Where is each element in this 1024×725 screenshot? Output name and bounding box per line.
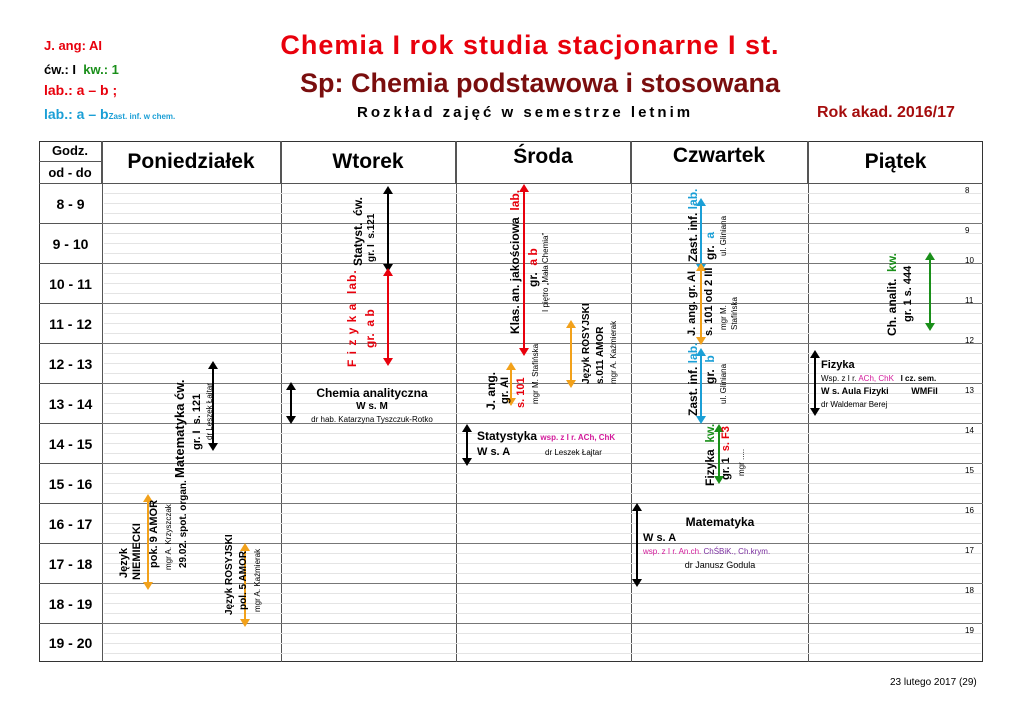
grid-line	[104, 573, 981, 574]
event-thu-angielski-teacher: mgr M.	[719, 305, 728, 330]
event-arrow	[387, 188, 389, 270]
hour-label: 19 - 20	[39, 623, 102, 662]
event-fri-ch-analit-room: gr. 1 s. 444	[902, 265, 914, 322]
event-thu-angielski-room: s. 101 od 2 III	[703, 267, 715, 336]
event-wed-rosyjski-teacher: mgr A. Kaźmierak	[609, 320, 618, 384]
header-monday: Poniedziałek	[102, 141, 281, 183]
event-mon-rosyjski: Język ROSYJSKI	[224, 534, 235, 615]
hour-label: 12 - 13	[39, 343, 102, 383]
event-mon-niemiecki: Język	[118, 548, 130, 578]
grid-line	[104, 203, 981, 204]
event-wed-rosyjski: Język ROSYJSKI	[581, 303, 592, 384]
event-tue-chemia-analityczna: Chemia analityczna	[316, 386, 428, 400]
event-thu-matematyka: Matematyka	[685, 515, 755, 529]
grid-line	[104, 553, 981, 554]
event-thu-zast-inf-a-group: gr. a	[703, 231, 717, 260]
grid-line	[102, 383, 983, 384]
header-friday: Piątek	[864, 150, 927, 173]
hour-label: 13 - 14	[39, 383, 102, 423]
event-thu-matematyka-room: W s. A	[643, 532, 677, 544]
event-thu-zast-inf-a-room: ul. Gliniana	[719, 215, 728, 256]
hour-label: 16 - 17	[39, 503, 102, 543]
event-fri-fizyka-teacher: dr Waldemar Berej	[821, 400, 888, 409]
hour-number: 11	[965, 296, 974, 305]
legend-j-ang: J. ang: AI	[44, 38, 103, 53]
hour-number: 10	[965, 256, 974, 265]
event-thu-fizyka: Fizyka kw.	[703, 423, 717, 486]
event-wed-statystyka: Statystyka wsp. z I r. ACh, ChK	[477, 429, 616, 443]
event-tue-statystyka: Statyst. ćw.	[351, 197, 365, 266]
event-arrow	[929, 254, 931, 329]
event-wed-angielski-group: gr. AI	[499, 376, 511, 404]
event-mon-niemiecki-room: pok. 9 AMOR	[148, 499, 160, 568]
hour-label: 10 - 11	[39, 263, 102, 303]
event-wed-statystyka-teacher: dr Leszek Łajtar	[545, 448, 602, 457]
grid-line	[104, 213, 981, 214]
hour-label: 17 - 18	[39, 543, 102, 583]
grid-line	[104, 523, 981, 524]
footer-date: 23 lutego 2017 (29)	[890, 677, 977, 688]
event-thu-fizyka-teacher: mgr .....	[737, 448, 746, 476]
semester-label: Rozkład zajęć w semestrze letnim	[357, 104, 694, 121]
event-arrow	[570, 322, 572, 386]
event-wed-angielski: J. ang.	[484, 371, 498, 410]
grid-line	[104, 533, 981, 534]
event-arrow	[814, 352, 816, 414]
grid-line	[102, 223, 983, 224]
hour-number: 15	[965, 466, 974, 475]
header-tuesday: Wtorek	[281, 141, 456, 183]
event-mon-matematyka-room: gr. I s. 121	[191, 393, 203, 450]
hour-label: 15 - 16	[39, 463, 102, 503]
event-arrow	[700, 265, 702, 343]
grid-line	[104, 483, 981, 484]
event-wed-angielski-teacher: mgr M. Stafińska	[531, 343, 540, 404]
grid-line	[104, 633, 981, 634]
hour-label: 14 - 15	[39, 423, 102, 463]
header-godz: Godz.	[39, 141, 102, 162]
event-wed-rosyjski-room: s.011 AMOR	[595, 326, 606, 384]
grid-line	[104, 323, 981, 324]
event-mon-niemiecki-name: NIEMIECKI	[131, 523, 143, 580]
event-thu-zast-inf-b-room: ul. Gliniana	[719, 363, 728, 404]
event-thu-angielski-teacher2: Stafińska	[730, 297, 739, 330]
event-tue-fizyka: F i z y k a lab.	[345, 269, 359, 367]
page-subtitle: Sp: Chemia podstawowa i stosowana	[299, 68, 781, 98]
event-arrow	[387, 270, 389, 364]
event-thu-angielski: J. ang. gr. AI	[686, 271, 698, 336]
hour-number: 13	[965, 386, 974, 395]
event-tue-chemia-teacher: dr hab. Katarzyna Tyszczuk-Rotko	[311, 415, 433, 424]
header-divider	[39, 183, 983, 184]
hour-label: 8 - 9	[39, 183, 102, 223]
legend-lab: lab.: a – b ;	[44, 82, 118, 98]
hour-number: 12	[965, 336, 974, 345]
grid-line	[104, 473, 981, 474]
event-mon-rosyjski-room: pol. 5 AMOR	[238, 550, 249, 610]
event-thu-zast-inf-b-group: gr. b	[703, 355, 717, 384]
event-arrow	[700, 200, 702, 270]
hour-label: 9 - 10	[39, 223, 102, 263]
event-tue-statystyka-room: gr. I s.121	[366, 213, 377, 262]
event-wed-klasyczna-group: gr. a b	[526, 248, 540, 287]
event-arrow	[700, 350, 702, 422]
hour-number: 18	[965, 586, 974, 595]
grid-line	[104, 643, 981, 644]
header-od-do: od - do	[39, 162, 102, 183]
event-fri-ch-analit: Ch. analit. kw.	[885, 253, 899, 336]
event-fri-fizyka-note: Wsp. z I r. ACh, ChK I cz. sem.	[821, 374, 937, 383]
page-title: Chemia I rok studia stacjonarne I st.	[280, 30, 780, 60]
grid-line	[102, 503, 983, 504]
grid-line	[104, 653, 981, 654]
event-arrow	[523, 186, 525, 354]
event-mon-rosyjski-teacher: mgr A. Kaźmierak	[253, 548, 262, 612]
event-fri-fizyka-room: W s. Aula Fizyki WMFiI	[821, 386, 938, 396]
hour-number: 17	[965, 546, 974, 555]
grid-line	[102, 463, 983, 464]
grid-line	[104, 453, 981, 454]
hour-label: 11 - 12	[39, 303, 102, 343]
event-wed-klasyczna: Klas. an. jakościowa lab.	[508, 189, 522, 334]
grid-line	[104, 413, 981, 414]
event-thu-zast-inf-a: Zast. inf. lab.	[686, 188, 700, 262]
event-tue-fizyka-group: gr. a b	[363, 309, 377, 348]
hour-number: 14	[965, 426, 974, 435]
grid-line	[104, 193, 981, 194]
grid-line	[104, 333, 981, 334]
event-fri-fizyka: Fizyka	[821, 359, 855, 371]
legend-cw-kw: ćw.: I kw.: 1	[44, 62, 119, 77]
grid-line	[104, 513, 981, 514]
hour-number: 16	[965, 506, 974, 515]
grid-line	[104, 603, 981, 604]
hour-number: 19	[965, 626, 974, 635]
header-thursday: Czwartek	[631, 141, 808, 183]
event-wed-statystyka-room: W s. A	[477, 446, 511, 458]
grid-line	[104, 313, 981, 314]
grid-line	[102, 343, 983, 344]
event-thu-matematyka-note: wsp. z I r. An.ch. ChŚBiK., Ch.krym.	[643, 547, 771, 556]
event-mon-matematyka-teacher: dr Leszek Łajtar	[205, 383, 214, 440]
event-mon-matematyka: Matematyka ćw.	[172, 379, 187, 478]
grid-line	[102, 423, 983, 424]
grid-line	[104, 443, 981, 444]
grid-line	[102, 623, 983, 624]
event-arrow	[466, 426, 468, 464]
event-thu-zast-inf-b: Zast. inf. lab.	[686, 342, 700, 416]
grid-line	[104, 613, 981, 614]
hour-number: 9	[965, 226, 970, 235]
grid-line	[104, 353, 981, 354]
legend-lab-zast: lab.: a – bZast. inf. w chem.	[44, 106, 176, 122]
academic-year: Rok akad. 2016/17	[817, 104, 955, 121]
event-mon-niemiecki-teacher: mgr A. Krzyszczak	[164, 504, 173, 570]
event-mon-niemiecki-note: 29.02. spot. organ.	[178, 480, 189, 568]
event-tue-chemia-room: W s. M	[356, 401, 388, 412]
hour-number: 8	[965, 186, 970, 195]
grid-line	[104, 593, 981, 594]
event-thu-matematyka-teacher: dr Janusz Godula	[684, 560, 756, 570]
event-thu-fizyka-room: gr. 1 s. F3	[720, 426, 732, 480]
header-wednesday: Środa	[456, 141, 631, 183]
event-wed-angielski-room: s. 101	[515, 377, 527, 408]
event-wed-klasyczna-room: I piętro „Mała Chemia”	[541, 232, 550, 312]
grid-line	[104, 493, 981, 494]
grid-line	[104, 563, 981, 564]
hour-label: 18 - 19	[39, 583, 102, 623]
